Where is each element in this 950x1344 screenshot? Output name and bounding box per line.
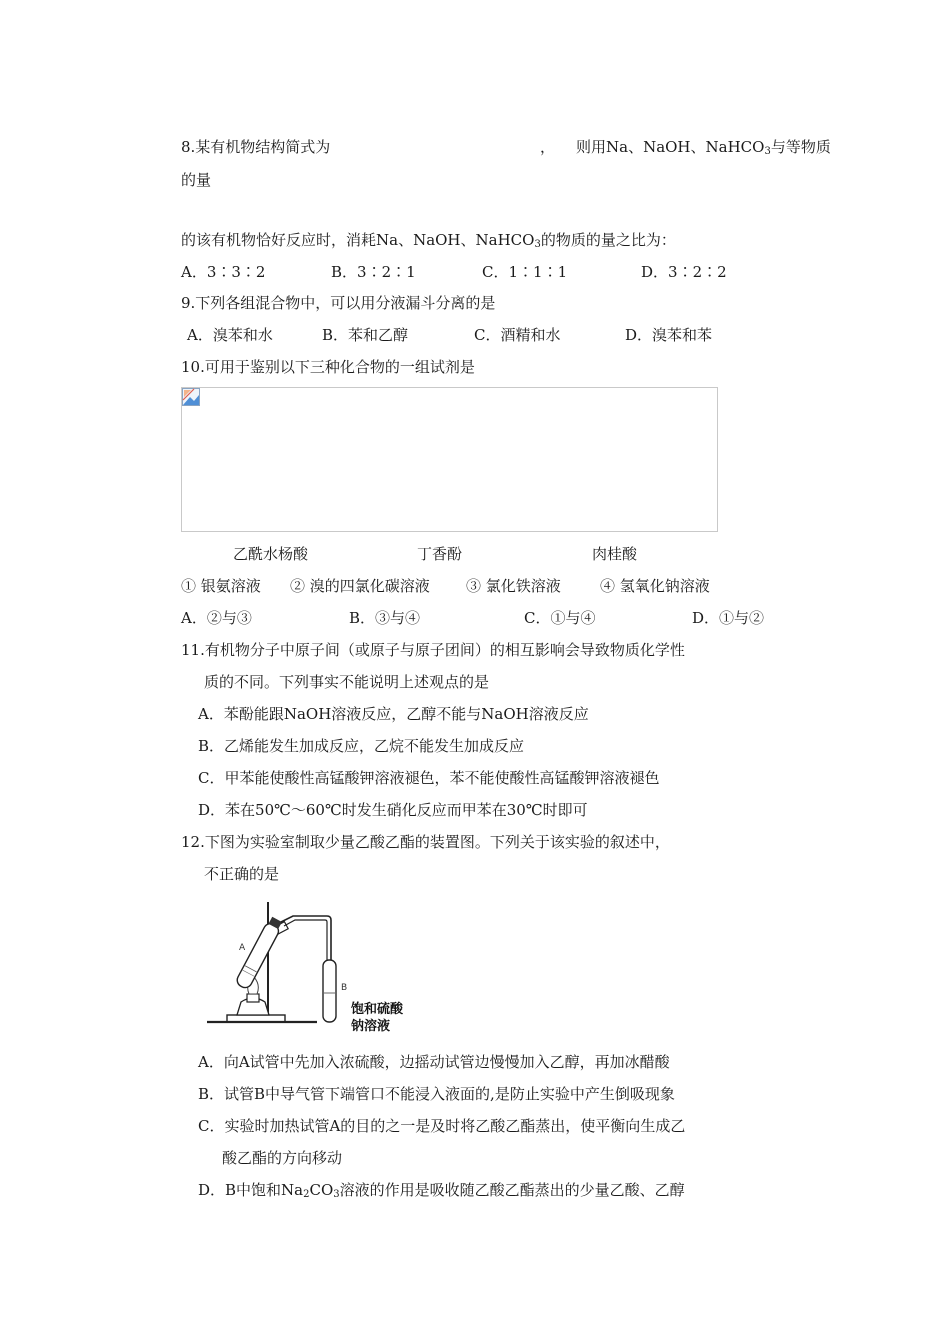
q10-option-c: C．①与④ bbox=[524, 609, 596, 627]
q11-option-d: D．苯在50℃～60℃时发生硝化反应而甲苯在30℃时即可 bbox=[198, 801, 588, 819]
q9-option-d: D．溴苯和苯 bbox=[625, 326, 713, 344]
q8-line3-text: 的该有机物恰好反应时，消耗Na、NaOH、NaHCO bbox=[181, 231, 535, 249]
q11-stem-line1: 11.有机物分子中原子间（或原子与原子团间）的相互影响会导致物质化学性 bbox=[181, 641, 685, 659]
q10-compound-2: 丁香酚 bbox=[417, 545, 463, 563]
q8-comma: ， bbox=[540, 138, 556, 156]
q8-stem-start: 8.某有机物结构简式为 bbox=[181, 138, 331, 156]
q8-option-a: A．3∶3∶2 bbox=[181, 263, 266, 281]
label-b: B bbox=[341, 983, 348, 993]
q10-reagent-2: ② 溴的四氯化碳溶液 bbox=[290, 577, 430, 595]
q10-stem: 10.可用于鉴别以下三种化合物的一组试剂是 bbox=[181, 358, 475, 376]
q8-line3-sub: 3 bbox=[534, 239, 541, 250]
q8-option-d: D．3∶2∶2 bbox=[641, 263, 727, 281]
q8-reagents-text: 则用Na、NaOH、NaHCO bbox=[576, 138, 765, 156]
q12-d-sub2: 3 bbox=[333, 1189, 340, 1200]
q12-stem-line2: 不正确的是 bbox=[204, 865, 280, 883]
q11-option-a: A．苯酚能跟NaOH溶液反应，乙醇不能与NaOH溶液反应 bbox=[198, 705, 589, 723]
q8-line3-tail: 的物质的量之比为： bbox=[540, 231, 676, 249]
q12-d-sub1: 2 bbox=[303, 1189, 310, 1200]
q12-option-a: A．向A试管中先加入浓硫酸，边摇动试管边慢慢加入乙醇，再加冰醋酸 bbox=[198, 1053, 670, 1071]
q10-option-b: B．③与④ bbox=[349, 609, 421, 627]
q8-stem-reagents bbox=[576, 137, 831, 157]
q10-compound-3: 肉桂酸 bbox=[592, 545, 638, 563]
q8-option-b: B．3∶2∶1 bbox=[331, 263, 416, 281]
q10-reagent-4: ④ 氢氧化钠溶液 bbox=[600, 577, 710, 595]
q9-option-c: C．酒精和水 bbox=[474, 326, 561, 344]
q8-option-c: C．1∶1∶1 bbox=[482, 263, 568, 281]
q10-option-a: A．②与③ bbox=[181, 609, 252, 627]
q12-stem-line1: 12.下图为实验室制取少量乙酸乙酯的装置图。下列关于该实验的叙述中， bbox=[181, 833, 670, 851]
sat-label-line1: 饱和硫酸 bbox=[351, 1002, 404, 1017]
saturated-solution-label bbox=[351, 1001, 403, 1035]
label-a: A bbox=[239, 943, 246, 953]
q11-option-c: C．甲苯能使酸性高锰酸钾溶液褪色，苯不能使酸性高锰酸钾溶液褪色 bbox=[198, 769, 660, 787]
q11-option-b: B．乙烯能发生加成反应，乙烷不能发生加成反应 bbox=[198, 737, 525, 755]
q10-option-d: D．①与② bbox=[692, 609, 765, 627]
q12-d-co: CO bbox=[309, 1181, 334, 1199]
q12-d-tail: 溶液的作用是吸收随乙酸乙酯蒸出的少量乙酸、乙醇 bbox=[339, 1181, 685, 1199]
broken-image-icon bbox=[182, 388, 200, 406]
q8-sub: 3 bbox=[764, 146, 771, 157]
q11-stem-line2: 质的不同。下列事实不能说明上述观点的是 bbox=[204, 673, 490, 691]
q9-stem: 9.下列各组混合物中，可以用分液漏斗分离的是 bbox=[181, 294, 496, 312]
q8-stem-line2: 的量 bbox=[181, 171, 212, 189]
q10-compound-1: 乙酰水杨酸 bbox=[233, 545, 309, 563]
q10-reagent-1: ① 银氨溶液 bbox=[181, 577, 261, 595]
q10-reagent-3: ③ 氯化铁溶液 bbox=[466, 577, 561, 595]
q12-option-b: B．试管B中导气管下端管口不能浸入液面的,是防止实验中产生倒吸现象 bbox=[198, 1085, 675, 1103]
q12-d-text: D．B中饱和Na bbox=[198, 1181, 304, 1199]
sat-label-line2: 钠溶液 bbox=[351, 1019, 391, 1034]
q12-option-c-line2: 酸乙酯的方向移动 bbox=[222, 1149, 343, 1167]
q9-option-b: B．苯和乙醇 bbox=[322, 326, 409, 344]
q8-reagents-tail: 与等物质 bbox=[770, 138, 831, 156]
q12-option-d bbox=[198, 1180, 685, 1200]
q9-option-a: A．溴苯和水 bbox=[187, 326, 273, 344]
q12-option-c-line1: C．实验时加热试管A的目的之一是及时将乙酸乙酯蒸出，使平衡向生成乙 bbox=[198, 1117, 686, 1135]
q8-stem-line3 bbox=[181, 230, 676, 250]
q10-structure-image-placeholder bbox=[181, 387, 718, 532]
